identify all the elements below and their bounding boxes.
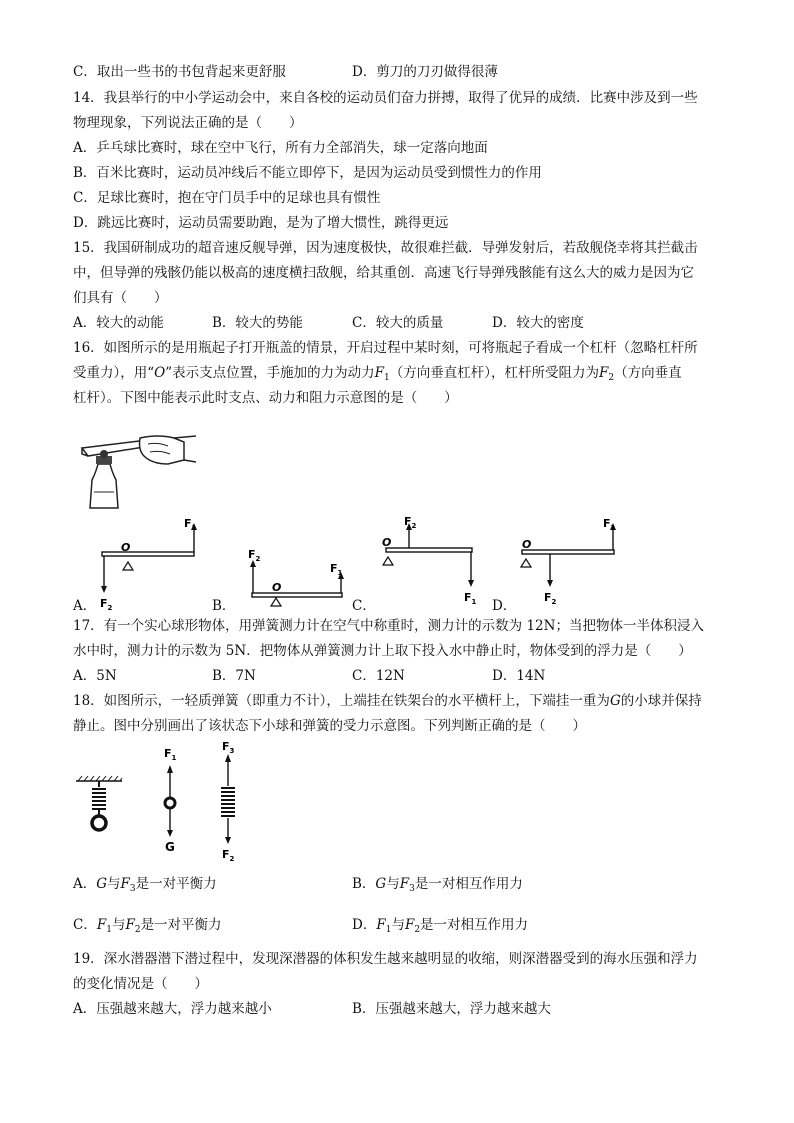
q18-text: 的小球并保持	[620, 693, 702, 709]
force-f2-label: $F_2$	[100, 597, 113, 610]
q19-option-a: A．压强越来越大，浮力越来越小	[73, 1001, 272, 1017]
spring-stand-diagram	[74, 775, 124, 837]
q17-option-c: C．12N	[352, 668, 405, 684]
q16-f1-subscript: 1	[384, 373, 390, 383]
q18-stem-line1	[73, 691, 702, 711]
q14-option-d: D．跳远比赛时，运动员需要助跑，是为了增大惯性，跳得更远	[73, 215, 449, 231]
f-symbol: F	[96, 917, 107, 933]
force-f1-label: $F_1$	[164, 747, 177, 762]
option-letter: B．	[352, 876, 376, 892]
option-text: 是一对平衡力	[135, 876, 217, 892]
q18-option-a	[73, 874, 217, 899]
q19-stem-line1: 19．深水潜器潜下潜过程中，发现深潜器的体积发生越来越明显的收缩，则深潜器受到的海水压强和浮力	[73, 951, 698, 967]
q17-option-a: A．5N	[73, 668, 117, 684]
subscript: 3	[129, 884, 136, 894]
subscript: 1	[385, 925, 392, 935]
force-f2-label: $F_2$	[248, 548, 261, 563]
q16-option-c-label: C．	[352, 598, 376, 614]
q16-option-d-label: D．	[492, 598, 517, 614]
q17-stem-line2: 水中时，测力计的示数为 5N．把物体从弹簧测力计上取下投入水中静止时，物体受到的浮力是（ ）	[73, 643, 692, 659]
lever-diagram-d	[512, 515, 624, 610]
q16-text: 受重力），用“	[73, 365, 155, 381]
q16-text: （方向垂直	[614, 365, 682, 381]
q16-f2-subscript: 2	[608, 373, 615, 383]
q16-text: ”表示支点位置，手施加的力为动力	[165, 365, 375, 381]
q15-stem-line2: 中，但导弹的残骸仍能以极高的速度横扫敌舰，给其重创．高速飞行导弹残骸能有这么大的威力是因为它	[73, 265, 694, 281]
force-f1-label: $F_1$	[330, 562, 343, 577]
option-letter: D．	[352, 917, 377, 933]
q18-text: 18．如图所示，一轻质弹簧（即重力不计），上端挂在铁架台的水平横杆上，下端挂一重为	[73, 693, 610, 709]
option-letter: A．	[73, 876, 97, 892]
f-symbol: F	[376, 917, 386, 933]
q14-stem-line2: 物理现象，下列说法正确的是（ ）	[73, 115, 303, 131]
q15-option-c: C．较大的质量	[352, 315, 444, 331]
lever-diagram-a	[88, 515, 200, 610]
q14-option-a: A．乒乓球比赛时，球在空中飞行，所有力全部消失，球一定落向地面	[73, 140, 488, 156]
option-text: 与	[391, 917, 405, 933]
subscript: 2	[134, 925, 141, 935]
q16-o-symbol: O	[154, 365, 166, 381]
q16-option-b-label: B．	[212, 598, 236, 614]
pivot-label: O	[382, 536, 392, 549]
option-text: 与	[111, 917, 126, 933]
option-letter: C．	[73, 917, 97, 933]
gravity-g-label: G	[165, 840, 175, 854]
pivot-label: O	[121, 541, 131, 554]
option-text: 是一对相互作用力	[414, 876, 523, 892]
q17-stem-line1: 17．有一个实心球形物体，用弹簧测力计在空气中称重时，测力计的示数为 12N；当把物体一半体积浸入	[73, 618, 704, 634]
q15-option-d: D．较大的密度	[492, 315, 584, 331]
q18-g-symbol: G	[609, 693, 621, 709]
q16-f2-symbol: F	[599, 365, 609, 381]
ball-force-diagram	[150, 745, 190, 857]
option-text: 是一对平衡力	[140, 917, 222, 933]
force-f3-label: $F_3$	[222, 740, 235, 755]
force-f1-label: $F_1$	[464, 591, 477, 606]
subscript: 1	[106, 925, 112, 935]
bottle-opener-illustration	[78, 432, 198, 510]
spring-force-diagram	[210, 738, 250, 864]
f-symbol: F	[125, 917, 135, 933]
q15-option-b: B．较大的势能	[212, 315, 303, 331]
q18-option-b	[352, 874, 523, 899]
force-f1-label: $F_1$	[603, 517, 616, 532]
f-symbol: F	[404, 917, 415, 933]
option-text: 与	[386, 876, 400, 892]
q14-option-b: B．百米比赛时，运动员冲线后不能立即停下，是因为运动员受到惯性力的作用	[73, 165, 542, 181]
q15-stem-line1: 15．我国研制成功的超音速反舰导弹，因为速度极快，故很难拦截．导弹发射后，若敌舰侥幸将其拦截击	[73, 240, 698, 256]
q14-option-c: C．足球比赛时，抱在守门员手中的足球也具有惯性	[73, 190, 381, 206]
pivot-label: O	[522, 538, 532, 551]
force-f1-label: $F_1$	[184, 517, 197, 532]
q15-option-a: A．较大的动能	[73, 315, 164, 331]
q13-option-d: D．剪刀的刀刃做得很薄	[352, 64, 498, 80]
q16-stem-line2	[73, 363, 682, 388]
q18-stem-line2: 静止。图中分别画出了该状态下小球和弹簧的受力示意图。下列判断正确的是（ ）	[73, 718, 586, 734]
force-f2-label: $F_2$	[544, 591, 557, 606]
q16-option-a-label: A．	[73, 598, 97, 614]
pivot-label: O	[272, 581, 282, 594]
q13-option-c: C．取出一些书的书包背起来更舒服	[73, 64, 286, 80]
q16-stem-line3: 杠杆）。下图中能表示此时支点、动力和阻力示意图的是（ ）	[73, 390, 458, 406]
q15-stem-line3: 们具有（ ）	[73, 290, 168, 306]
g-symbol: G	[375, 876, 387, 892]
q14-stem-line1: 14．我县举行的中小学运动会中，来自各校的运动员们奋力拼搏，取得了优异的成绩．比赛中涉及到一些	[73, 90, 698, 106]
subscript: 3	[409, 884, 415, 894]
f-symbol: F	[399, 876, 410, 892]
force-f2-label: $F_2$	[404, 515, 417, 530]
f-symbol: F	[120, 876, 130, 892]
q17-option-b: B．7N	[212, 668, 256, 684]
force-f2-label: $F_2$	[222, 848, 235, 863]
q16-stem-line1: 16．如图所示的是用瓶起子打开瓶盖的情景，开启过程中某时刻，可将瓶起子看成一个杠杆（忽略杠杆所	[73, 340, 698, 356]
g-symbol: G	[96, 876, 108, 892]
subscript: 2	[414, 925, 421, 935]
option-text: 与	[107, 876, 121, 892]
q19-stem-line2: 的变化情况是（ ）	[73, 976, 208, 992]
lever-diagram-c	[376, 515, 488, 610]
q16-f1-symbol: F	[374, 365, 385, 381]
q18-option-c	[73, 915, 222, 940]
q19-option-b: B．压强越来越大，浮力越来越大	[352, 1001, 551, 1017]
q16-text: （方向垂直杠杆），杠杆所受阻力为	[389, 365, 599, 381]
lever-diagram-b	[240, 540, 350, 610]
q17-option-d: D．14N	[492, 668, 546, 684]
option-text: 是一对相互作用力	[420, 917, 529, 933]
q18-option-d	[352, 915, 528, 940]
